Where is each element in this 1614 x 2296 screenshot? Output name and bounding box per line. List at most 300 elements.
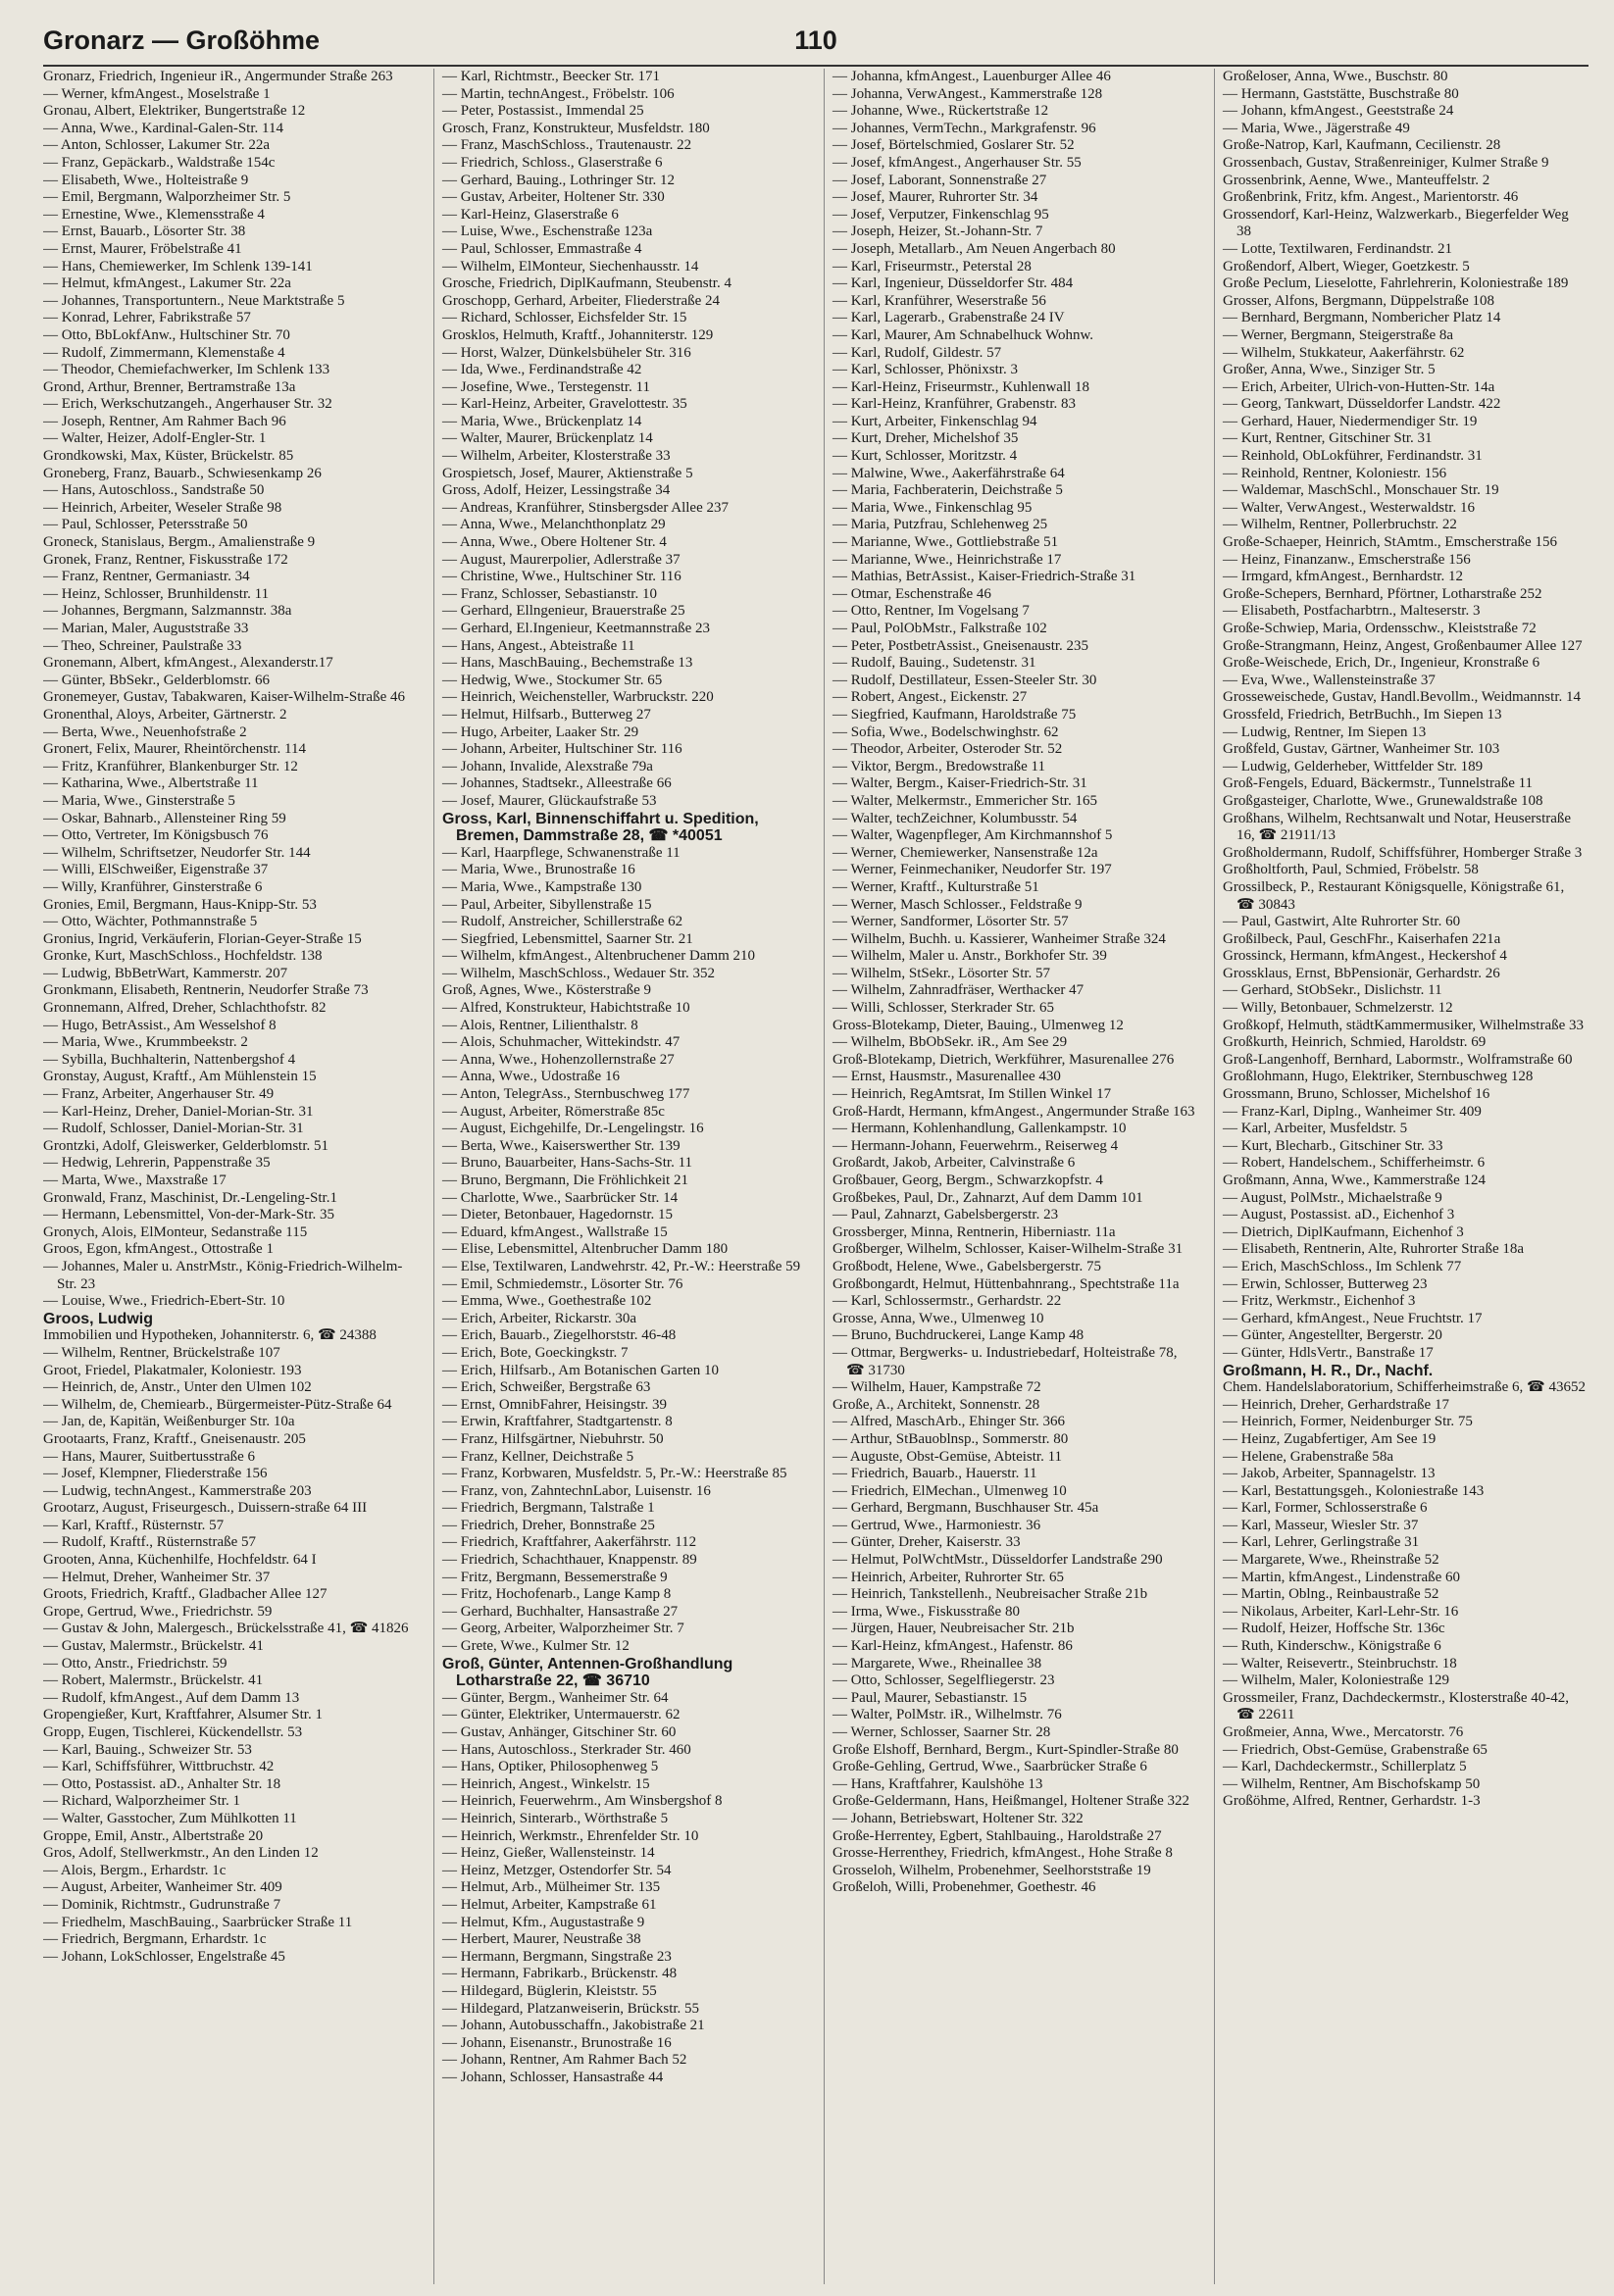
directory-entry: — Bruno, Bauarbeiter, Hans-Sachs-Str. 11 <box>442 1155 693 1172</box>
directory-entry: Gronych, Alois, ElMonteur, Sedanstraße 115 <box>43 1223 308 1240</box>
directory-entry: Großeloser, Anna, Wwe., Buschstr. 80 <box>1223 69 1448 84</box>
directory-entry: — Paul, Arbeiter, Sibyllenstraße 15 <box>442 896 652 913</box>
directory-entry: Groß, Agnes, Wwe., Kösterstraße 9 <box>442 982 652 999</box>
directory-entry: Grossmeiler, Franz, Dachdeckermstr., Klosterstraße 40-42, ☎ 22611 <box>1223 1689 1570 1723</box>
directory-entry: — Richard, Schlosser, Eichsfelder Str. 15 <box>442 310 687 326</box>
directory-entry: Grossenbach, Gustav, Straßenreiniger, Kulmer Straße 9 <box>1223 154 1549 171</box>
directory-entry: — Wilhelm, Arbeiter, Klosterstraße 33 <box>442 448 671 465</box>
directory-entry: Großholdermann, Rudolf, Schiffsführer, Homberger Straße 3 <box>1223 844 1583 861</box>
directory-entry: Gros, Adolf, Stellwerkmstr., An den Linden 12 <box>43 1845 319 1862</box>
directory-entry: — Georg, Arbeiter, Walporzheimer Str. 7 <box>442 1621 684 1637</box>
directory-entry: Grosse, Anna, Wwe., Ulmenweg 10 <box>832 1310 1044 1326</box>
directory-entry: — Hans, Optiker, Philosophenweg 5 <box>442 1759 659 1775</box>
directory-entry: — Günter, Angestellter, Bergerstr. 20 <box>1223 1327 1442 1344</box>
directory-entry: — Marta, Wwe., Maxstraße 17 <box>43 1173 227 1188</box>
directory-entry: — Friedrich, ElMechan., Ulmenweg 10 <box>832 1482 1067 1499</box>
directory-entry: Großkurth, Heinrich, Schmied, Haroldstr. 69 <box>1223 1034 1487 1051</box>
directory-entry: Großenbrink, Fritz, kfm. Angest., Marientorstr. 46 <box>1223 189 1519 206</box>
directory-entry: — Erwin, Kraftfahrer, Stadtgartenstr. 8 <box>442 1414 673 1430</box>
directory-entry: — Andreas, Kranführer, Stinsbergsder Allee 237 <box>442 499 729 516</box>
directory-entry: — Wilhelm, ElMonteur, Siechenhausstr. 14 <box>442 258 699 275</box>
directory-entry: — Paul, Gastwirt, Alte Ruhrorter Str. 60 <box>1223 914 1461 930</box>
directory-entry: — Gertrud, Wwe., Harmoniestr. 36 <box>832 1517 1041 1533</box>
directory-entry: — Christine, Wwe., Hultschiner Str. 116 <box>442 569 681 585</box>
directory-entry: — Irmgard, kfmAngest., Bernhardstr. 12 <box>1223 569 1463 585</box>
header-rule <box>43 65 1589 67</box>
directory-entry: — Heinrich, Former, Neidenburger Str. 75 <box>1223 1414 1473 1430</box>
directory-entry: — Ludwig, Rentner, Im Siepen 13 <box>1223 724 1427 740</box>
directory-entry: Große, A., Architekt, Sonnenstr. 28 <box>832 1396 1040 1413</box>
directory-entry: — Johannes, VermTechn., Markgrafenstr. 96 <box>832 120 1096 136</box>
directory-entry: — Friedrich, Bauarb., Hauerstr. 11 <box>832 1466 1037 1482</box>
directory-entry: Große-Geldermann, Hans, Heißmangel, Holtener Straße 322 <box>832 1793 1190 1810</box>
directory-entry: Gronkmann, Elisabeth, Rentnerin, Neudorfer Straße 73 <box>43 982 369 999</box>
directory-entry: — Josef, Börtelschmied, Goslarer Str. 52 <box>832 137 1075 154</box>
directory-entry: — Otto, Vertreter, Im Königsbusch 76 <box>43 827 269 844</box>
directory-entry: Gronnemann, Alfred, Dreher, Schlachthofstr. 82 <box>43 1000 327 1017</box>
directory-entry: — Martin, kfmAngest., Lindenstraße 60 <box>1223 1569 1461 1585</box>
directory-entry: — Paul, Zahnarzt, Gabelsbergerstr. 23 <box>832 1207 1059 1223</box>
directory-entry: — Maria, Wwe., Finkenschlag 95 <box>832 499 1033 516</box>
directory-entry: — Martin, Oblng., Reinbaustraße 52 <box>1223 1586 1439 1603</box>
directory-entry: — Arthur, StBauoblnsp., Sommerstr. 80 <box>832 1430 1069 1447</box>
directory-entry: Gronemann, Albert, kfmAngest., Alexanderstr.17 <box>43 655 333 672</box>
directory-entry: — Heinrich, Feuerwehrm., Am Winsbergshof 8 <box>442 1793 723 1810</box>
directory-entry: — Malwine, Wwe., Aakerfährstraße 64 <box>832 465 1065 481</box>
directory-entry: — Karl, Richtmstr., Beecker Str. 171 <box>442 69 661 84</box>
directory-entry: Große-Schaeper, Heinrich, StAmtm., Emscherstraße 156 <box>1223 534 1557 551</box>
directory-entry: — Ida, Wwe., Ferdinandstraße 42 <box>442 362 642 378</box>
directory-entry: — Josef, Maurer, Glückaufstraße 53 <box>442 792 657 809</box>
directory-entry: Immobilien und Hypotheken, Johanniterstr. 6, ☎ 24388 <box>43 1327 377 1344</box>
directory-entry: — Helmut, Dreher, Wanheimer Str. 37 <box>43 1569 271 1585</box>
directory-entry: — Theo, Schreiner, Paulstraße 33 <box>43 637 242 654</box>
directory-entry: — Johann, Autobusschaffn., Jakobistraße 21 <box>442 2018 705 2034</box>
directory-entry: — Friedrich, Dreher, Bonnstraße 25 <box>442 1517 655 1533</box>
directory-entry: — Marian, Maler, Auguststraße 33 <box>43 621 249 636</box>
directory-entry: — Karl, Ingenieur, Düsseldorfer Str. 484 <box>832 275 1074 292</box>
directory-entry: — Anna, Wwe., Melanchthonplatz 29 <box>442 517 666 533</box>
directory-entry: — Hugo, Arbeiter, Laaker Str. 29 <box>442 724 639 740</box>
directory-entry: — Alois, Rentner, Lilienthalstr. 8 <box>442 1017 638 1033</box>
directory-entry: Gronwald, Franz, Maschinist, Dr.-Lengeling-Str.1 <box>43 1189 337 1206</box>
directory-entry: — Anna, Wwe., Hohenzollernstraße 27 <box>442 1051 675 1068</box>
directory-entry: Groß, Günter, Antennen-Großhandlung Lotharstraße 22, ☎ 36710 <box>442 1655 733 1690</box>
directory-entry: — Joseph, Heizer, St.-Johann-Str. 7 <box>832 224 1043 240</box>
directory-entry: — Otto, BbLokfAnw., Hultschiner Str. 70 <box>43 326 290 343</box>
directory-entry: Grondkowski, Max, Küster, Brückelstr. 85 <box>43 448 294 465</box>
directory-entry: Grosseweischede, Gustav, Handl.Bevollm., Weidmannstr. 14 <box>1223 689 1581 706</box>
directory-entry: Groos, Egon, kfmAngest., Ottostraße 1 <box>43 1241 274 1258</box>
directory-entry: — Konrad, Lehrer, Fabrikstraße 57 <box>43 310 251 326</box>
directory-entry: Grontzki, Adolf, Gleiswerker, Gelderblomstr. 51 <box>43 1137 329 1154</box>
directory-entry: — Hans, Chemiewerker, Im Schlenk 139-141 <box>43 258 313 275</box>
directory-entry: — Heinz, Finanzanw., Emscherstraße 156 <box>1223 551 1471 568</box>
directory-entry: Großmann, Anna, Wwe., Kammerstraße 124 <box>1223 1173 1486 1188</box>
directory-entry: Gronau, Albert, Elektriker, Bungertstraße 12 <box>43 103 306 120</box>
directory-entry: — Eva, Wwe., Wallensteinstraße 37 <box>1223 672 1436 688</box>
directory-entry: Grossmann, Bruno, Schlosser, Michelshof 16 <box>1223 1086 1490 1103</box>
directory-entry: — Johannes, Transportuntern., Neue Marktstraße 5 <box>43 292 345 309</box>
directory-entry: — Rudolf, Zimmermann, Klemenstaße 4 <box>43 344 285 361</box>
directory-entry: — Gerhard, Bergmann, Buschhauser Str. 45a <box>832 1500 1099 1517</box>
directory-entry: — Elise, Lebensmittel, Altenbrucher Damm 180 <box>442 1241 729 1258</box>
directory-entry: — Martin, technAngest., Fröbelstr. 106 <box>442 85 675 102</box>
directory-entry: Grossilbeck, P., Restaurant Königsquelle, Königstraße 61, ☎ 30843 <box>1223 878 1565 913</box>
directory-entry: — Wilhelm, Schriftsetzer, Neudorfer Str. 144 <box>43 844 311 861</box>
directory-entry: — Ernst, OmnibFahrer, Heisingstr. 39 <box>442 1396 667 1413</box>
directory-entry: — Ludwig, technAngest., Kammerstraße 203 <box>43 1482 312 1499</box>
directory-entry: — Friedrich, Bergmann, Talstraße 1 <box>442 1500 655 1517</box>
directory-entry: — Walter, techZeichner, Kolumbusstr. 54 <box>832 810 1078 826</box>
directory-entry: Gross, Karl, Binnenschiffahrt u. Spedition, Bremen, Dammstraße 28, ☎ *40051 <box>442 810 759 845</box>
directory-entry: — Karl, Schlossermstr., Gerhardstr. 22 <box>832 1293 1062 1310</box>
directory-entry: — Helmut, Hilfsarb., Butterweg 27 <box>442 706 651 723</box>
directory-entry: — Heinz, Schlosser, Brunhildenstr. 11 <box>43 585 270 602</box>
directory-entry: — Fritz, Hochofenarb., Lange Kamp 8 <box>442 1586 672 1603</box>
directory-entry: — Erich, Schweißer, Bergstraße 63 <box>442 1379 651 1396</box>
directory-entry: — Gerhard, Buchhalter, Hansastraße 27 <box>442 1603 679 1620</box>
directory-entry: — Anna, Wwe., Obere Holtener Str. 4 <box>442 534 667 551</box>
page-header <box>43 18 1589 67</box>
directory-entry: — Anna, Wwe., Udostraße 16 <box>442 1069 620 1085</box>
directory-entry: — Kurt, Arbeiter, Finkenschlag 94 <box>832 413 1037 429</box>
directory-entry: — Hedwig, Wwe., Stockumer Str. 65 <box>442 672 663 688</box>
directory-entry: Grospietsch, Josef, Maurer, Aktienstraße 5 <box>442 465 693 481</box>
directory-entry: — Johann, Arbeiter, Hultschiner Str. 116 <box>442 741 682 758</box>
directory-entry: — Karl, Kranführer, Weserstraße 56 <box>832 292 1046 309</box>
directory-entry: — Reinhold, ObLokführer, Ferdinandstr. 31 <box>1223 448 1483 465</box>
directory-entry: Groß-Blotekamp, Dietrich, Werkführer, Masurenallee 276 <box>832 1051 1175 1068</box>
directory-entry: — Heinrich, Sinterarb., Wörthstraße 5 <box>442 1810 669 1826</box>
directory-entry: — Franz, Korbwaren, Musfeldstr. 5, Pr.-W.: Heerstraße 85 <box>442 1466 787 1482</box>
directory-entry: — Wilhelm, kfmAngest., Altenbruchener Damm 210 <box>442 948 756 965</box>
directory-entry: — Werner, Feinmechaniker, Neudorfer Str. 197 <box>832 862 1112 878</box>
directory-entry: — Walter, Melkermstr., Emmericher Str. 165 <box>832 792 1097 809</box>
directory-entry: — Dietrich, DiplKaufmann, Eichenhof 3 <box>1223 1223 1464 1240</box>
directory-entry: Grond, Arthur, Brenner, Bertramstraße 13a <box>43 378 296 395</box>
directory-entry: Große Elshoff, Bernhard, Bergm., Kurt-Spindler-Straße 80 <box>832 1741 1179 1758</box>
directory-entry: — Fritz, Werkmstr., Eichenhof 3 <box>1223 1293 1416 1310</box>
directory-entry: — Johann, Betriebswart, Holtener Str. 322 <box>832 1810 1084 1826</box>
directory-entry: — Hans, Autoschloss., Sandstraße 50 <box>43 482 265 499</box>
directory-entry: — Helmut, Arbeiter, Kampstraße 61 <box>442 1896 657 1913</box>
directory-entry: Grosch, Franz, Konstrukteur, Musfeldstr. 180 <box>442 120 710 136</box>
directory-entry: — Elisabeth, Wwe., Holteistraße 9 <box>43 172 249 188</box>
directory-entry: Grootarz, August, Friseurgesch., Duissern-straße 64 III <box>43 1500 368 1517</box>
directory-entry: — Franz, Schlosser, Sebastianstr. 10 <box>442 585 657 602</box>
directory-entry: — Marianne, Wwe., Gottliebstraße 51 <box>832 534 1059 551</box>
directory-entry: Großgasteiger, Charlotte, Wwe., Grunewaldstraße 108 <box>1223 792 1543 809</box>
directory-entry: — Werner, Schlosser, Saarner Str. 28 <box>832 1724 1051 1740</box>
directory-entry: — Hugo, BetrAssist., Am Wesselshof 8 <box>43 1017 277 1033</box>
directory-entry: Grosser, Alfons, Bergmann, Düppelstraße 108 <box>1223 292 1494 309</box>
directory-entry: Großbekes, Paul, Dr., Zahnarzt, Auf dem Damm 101 <box>832 1189 1143 1206</box>
directory-entry: — Wilhelm, Maler, Koloniestraße 129 <box>1223 1672 1449 1689</box>
directory-entry: Großeloh, Willi, Probenehmer, Goethestr. 46 <box>832 1879 1096 1896</box>
directory-entry: Große-Weischede, Erich, Dr., Ingenieur, Kronstraße 6 <box>1223 655 1540 672</box>
directory-entry: — Siegfried, Lebensmittel, Saarner Str. 21 <box>442 930 693 947</box>
directory-entry: — Johann, kfmAngest., Geeststraße 24 <box>1223 103 1454 120</box>
directory-entry: Groos, Ludwig <box>43 1310 153 1327</box>
directory-entry: — Karl, Maurer, Am Schnabelhuck Wohnw. <box>832 326 1094 343</box>
directory-entry: — Heinrich, Tankstellenh., Neubreisacher Straße 21b <box>832 1586 1148 1603</box>
directory-entry: — Erich, Bauarb., Ziegelhorststr. 46-48 <box>442 1327 677 1344</box>
directory-entry: — Hermann, Kohlenhandlung, Gallenkampstr. 10 <box>832 1121 1127 1137</box>
directory-entry: — Günter, Elektriker, Untermauerstr. 62 <box>442 1707 681 1723</box>
directory-entry: — Eduard, kfmAngest., Wallstraße 15 <box>442 1223 668 1240</box>
directory-entry: — Hedwig, Lehrerin, Pappenstraße 35 <box>43 1155 271 1172</box>
directory-entry: Gronies, Emil, Bergmann, Haus-Knipp-Str. 53 <box>43 896 317 913</box>
directory-entry: — Gustav, Malermstr., Brückelstr. 41 <box>43 1638 264 1655</box>
directory-entry: — Heinrich, Dreher, Gerhardstraße 17 <box>1223 1396 1449 1413</box>
directory-entry: — Otto, Rentner, Im Vogelsang 7 <box>832 603 1030 620</box>
directory-entry: — Ernst, Hausmstr., Masurenallee 430 <box>832 1069 1061 1085</box>
directory-entry: — Johanne, Wwe., Rückertstraße 12 <box>832 103 1049 120</box>
directory-entry: — Theodor, Arbeiter, Osteroder Str. 52 <box>832 741 1063 758</box>
directory-entry: — Heinz, Gießer, Wallensteinstr. 14 <box>442 1845 655 1862</box>
directory-entry: — Siegfried, Kaufmann, Haroldstraße 75 <box>832 706 1077 723</box>
directory-entry: Große-Herrentey, Egbert, Stahlbauing., Haroldstraße 27 <box>832 1827 1162 1844</box>
directory-entry: — Hans, Kraftfahrer, Kaulshöhe 13 <box>832 1775 1043 1792</box>
directory-entry: — Günter, Dreher, Kaiserstr. 33 <box>832 1534 1021 1551</box>
directory-entry: — Hans, Maurer, Suitbertusstraße 6 <box>43 1448 256 1465</box>
directory-entry: — Karl-Heinz, kfmAngest., Hafenstr. 86 <box>832 1638 1073 1655</box>
directory-entry: — Walter, Wagenpfleger, Am Kirchmannshof 5 <box>832 827 1113 844</box>
directory-entry: — Karl, Arbeiter, Musfeldstr. 5 <box>1223 1121 1408 1137</box>
directory-entry: — Josefine, Wwe., Terstegenstr. 11 <box>442 378 650 395</box>
directory-entry: Chem. Handelslaboratorium, Schifferheimstraße 6, ☎ 43652 <box>1223 1379 1586 1396</box>
column-1 <box>43 69 416 2284</box>
directory-entry: — Johanna, VerwAngest., Kammerstraße 128 <box>832 85 1103 102</box>
directory-entry: — Hans, Autoschloss., Sterkrader Str. 460 <box>442 1741 691 1758</box>
directory-entry: — Walter, Gasstocher, Zum Mühlkotten 11 <box>43 1810 297 1826</box>
directory-entry: — Richard, Walporzheimer Str. 1 <box>43 1793 240 1810</box>
directory-entry: Groot, Friedel, Plakatmaler, Koloniestr. 193 <box>43 1362 302 1378</box>
directory-entry: Grosklos, Helmuth, Kraftf., Johanniterstr. 129 <box>442 326 714 343</box>
directory-entry: — Heinrich, Weichensteller, Warbruckstr. 220 <box>442 689 714 706</box>
directory-entry: — Gerhard, El.Ingenieur, Keetmannstraße 23 <box>442 621 711 636</box>
directory-entry: — Robert, Handelschem., Schifferheimstr. 6 <box>1223 1155 1486 1172</box>
directory-entry: — Gerhard, Bauing., Lothringer Str. 12 <box>442 172 676 188</box>
directory-entry: — Walter, PolMstr. iR., Wilhelmstr. 76 <box>832 1707 1062 1723</box>
directory-entry: — Josef, kfmAngest., Angerhauser Str. 55 <box>832 154 1082 171</box>
directory-entry: — Karl, Masseur, Wiesler Str. 37 <box>1223 1517 1419 1533</box>
directory-entry: Groß-Langenhoff, Bernhard, Labormstr., Wolframstraße 60 <box>1223 1051 1573 1068</box>
directory-entry: — Werner, Masch Schlosser., Feldstraße 9 <box>832 896 1083 913</box>
directory-entry: — Dominik, Richtmstr., Gudrunstraße 7 <box>43 1896 281 1913</box>
directory-entry: Großbodt, Helene, Wwe., Gabelsbergerstr. 75 <box>832 1258 1101 1274</box>
directory-entry: Gross, Adolf, Heizer, Lessingstraße 34 <box>442 482 671 499</box>
directory-entry: — Hermann, Bergmann, Singstraße 23 <box>442 1948 672 1965</box>
directory-entry: — Heinrich, Angest., Winkelstr. 15 <box>442 1775 650 1792</box>
directory-entry: — Johann, Rentner, Am Rahmer Bach 52 <box>442 2052 687 2069</box>
directory-entry: — Wilhelm, Stukkateur, Aakerfährstr. 62 <box>1223 344 1465 361</box>
directory-entry: — Elisabeth, Rentnerin, Alte, Ruhrorter Straße 18a <box>1223 1241 1525 1258</box>
directory-entry: — Ottmar, Bergwerks- u. Industriebedarf, Holteistraße 78, ☎ 31730 <box>832 1344 1178 1378</box>
directory-entry: — Willy, Kranführer, Ginsterstraße 6 <box>43 878 263 895</box>
directory-entry: — Walter, Heizer, Adolf-Engler-Str. 1 <box>43 430 267 447</box>
directory-entry: — Ernestine, Wwe., Klemensstraße 4 <box>43 206 265 223</box>
directory-entry: — Karl-Heinz, Friseurmstr., Kuhlenwall 18 <box>832 378 1090 395</box>
directory-entry: — Rudolf, Kraftf., Rüsternstraße 57 <box>43 1534 257 1551</box>
directory-entry: — August, Arbeiter, Wanheimer Str. 409 <box>43 1879 282 1896</box>
directory-entry: — Karl, Former, Schlosserstraße 6 <box>1223 1500 1428 1517</box>
directory-entry: Große-Strangmann, Heinz, Angest, Großenbaumer Allee 127 <box>1223 637 1583 654</box>
directory-entry: — Wilhelm, Rentner, Am Bischofskamp 50 <box>1223 1775 1481 1792</box>
directory-entry: — Hildegard, Büglerin, Kleiststr. 55 <box>442 1982 657 1999</box>
directory-entry: — Hermann, Gaststätte, Buschstraße 80 <box>1223 85 1459 102</box>
directory-entry: — Margarete, Wwe., Rheinallee 38 <box>832 1655 1042 1672</box>
directory-entry: — Rudolf, Anstreicher, Schillerstraße 62 <box>442 914 683 930</box>
directory-entry: — Werner, Chemiewerker, Nansenstraße 12a <box>832 844 1098 861</box>
directory-entry: — Oskar, Bahnarb., Allensteiner Ring 59 <box>43 810 286 826</box>
directory-entry: — August, Maurerpolier, Adlerstraße 37 <box>442 551 681 568</box>
directory-entry: Großardt, Jakob, Arbeiter, Calvinstraße 6 <box>832 1155 1076 1172</box>
directory-entry: — Wilhelm, BbObSekr. iR., Am See 29 <box>832 1034 1068 1051</box>
directory-entry: — Rudolf, Heizer, Hoffsche Str. 136c <box>1223 1621 1445 1637</box>
directory-entry: — Rudolf, kfmAngest., Auf dem Damm 13 <box>43 1689 300 1706</box>
directory-entry: Grootaarts, Franz, Kraftf., Gneisenaustr. 205 <box>43 1430 306 1447</box>
directory-entry: — Reinhold, Rentner, Koloniestr. 156 <box>1223 465 1447 481</box>
directory-entry: — Erich, Arbeiter, Ulrich-von-Hutten-Str. 14a <box>1223 378 1495 395</box>
directory-entry: — Emil, Bergmann, Walporzheimer Str. 5 <box>43 189 291 206</box>
directory-entry: Gronert, Felix, Maurer, Rheintörchenstr. 114 <box>43 741 306 758</box>
directory-entry: Großer, Anna, Wwe., Sinziger Str. 5 <box>1223 362 1436 378</box>
directory-entry: — Franz, Kellner, Deichstraße 5 <box>442 1448 634 1465</box>
directory-entry: — Heinrich, Arbeiter, Ruhrorter Str. 65 <box>832 1569 1065 1585</box>
directory-entry: — Karl, Lehrer, Gerlingstraße 31 <box>1223 1534 1420 1551</box>
directory-entry: — Johann, LokSchlosser, Engelstraße 45 <box>43 1948 285 1965</box>
directory-entry: — Walter, Bergm., Kaiser-Friedrich-Str. 31 <box>832 775 1087 792</box>
directory-entry: — Sofia, Wwe., Bodelschwinghstr. 62 <box>832 724 1059 740</box>
directory-entry: — Louise, Wwe., Friedrich-Ebert-Str. 10 <box>43 1293 285 1310</box>
directory-entry: — Günter, BbSekr., Gelderblomstr. 66 <box>43 672 271 688</box>
directory-entry: — Fritz, Bergmann, Bessemerstraße 9 <box>442 1569 668 1585</box>
directory-entry: — Bruno, Buchdruckerei, Lange Kamp 48 <box>832 1327 1084 1344</box>
directory-entry: — Dieter, Betonbauer, Hagedornstr. 15 <box>442 1207 673 1223</box>
directory-entry: Grosche, Friedrich, DiplKaufmann, Steubenstr. 4 <box>442 275 731 292</box>
directory-entry: — Wilhelm, de, Chemiearb., Bürgermeister-Pütz-Straße 64 <box>43 1396 392 1413</box>
directory-entry: — Anton, Schlosser, Lakumer Str. 22a <box>43 137 271 154</box>
running-head: Gronarz — Großöhme <box>43 25 321 55</box>
directory-entry: — August, Postassist. aD., Eichenhof 3 <box>1223 1207 1455 1223</box>
directory-entry: — Friedhelm, MaschBauing., Saarbrücker Straße 11 <box>43 1914 353 1930</box>
directory-entry: — Maria, Fachberaterin, Deichstraße 5 <box>832 482 1063 499</box>
directory-entry: — Karl, Bestattungsgeh., Koloniestraße 143 <box>1223 1482 1485 1499</box>
directory-entry: — Heinrich, de, Anstr., Unter den Ulmen 102 <box>43 1379 312 1396</box>
directory-entry: — Walter, Reisevertr., Steinbruchstr. 18 <box>1223 1655 1457 1672</box>
directory-entry: — Heinz, Metzger, Ostendorfer Str. 54 <box>442 1862 672 1878</box>
directory-entry: Großholtforth, Paul, Schmied, Fröbelstr. 58 <box>1223 862 1479 878</box>
directory-entry: — Willi, Schlosser, Sterkrader Str. 65 <box>832 1000 1054 1017</box>
directory-entry: Grossendorf, Karl-Heinz, Walzwerkarb., Biegerfelder Weg 38 <box>1223 206 1569 240</box>
directory-entry: — Herbert, Maurer, Neustraße 38 <box>442 1931 641 1948</box>
directory-entry: — Ludwig, BbBetrWart, Kammerstr. 207 <box>43 965 288 981</box>
directory-entry: — Berta, Wwe., Neuenhofstraße 2 <box>43 724 247 740</box>
directory-entry: — Karl-Heinz, Dreher, Daniel-Morian-Str. 31 <box>43 1103 314 1120</box>
directory-entry: — Hans, Angest., Abteistraße 11 <box>442 637 635 654</box>
directory-entry: — Bruno, Bergmann, Die Fröhlichkeit 21 <box>442 1173 688 1188</box>
directory-entry: Große-Natrop, Karl, Kaufmann, Cecilienstr. 28 <box>1223 137 1501 154</box>
directory-entry: — Josef, Laborant, Sonnenstraße 27 <box>832 172 1047 188</box>
directory-entry: — Karl, Schiffsführer, Wittbruchstr. 42 <box>43 1759 275 1775</box>
directory-entry: — Bernhard, Bergmann, Nombericher Platz 14 <box>1223 310 1501 326</box>
directory-entry: Großmeier, Anna, Wwe., Mercatorstr. 76 <box>1223 1724 1464 1740</box>
directory-entry: — Johann, Invalide, Alexstraße 79a <box>442 758 653 774</box>
directory-entry: — Josef, Maurer, Ruhrorter Str. 34 <box>832 189 1038 206</box>
directory-entry: — Wilhelm, Rentner, Brückelstraße 107 <box>43 1344 280 1361</box>
directory-entry: — Robert, Angest., Eickenstr. 27 <box>832 689 1028 706</box>
directory-entry: — Paul, PolObMstr., Falkstraße 102 <box>832 621 1047 636</box>
directory-entry: — Erich, Arbeiter, Rickarstr. 30a <box>442 1310 637 1326</box>
directory-entry: — Rudolf, Schlosser, Daniel-Morian-Str. 31 <box>43 1121 304 1137</box>
directory-entry: Groschopp, Gerhard, Arbeiter, Fliederstraße 24 <box>442 292 721 309</box>
directory-entry: — Gerhard, Hauer, Niedermendiger Str. 19 <box>1223 413 1478 429</box>
directory-entry: Großbauer, Georg, Bergm., Schwarzkopfstr. 4 <box>832 1173 1103 1188</box>
directory-entry: — August, PolMstr., Michaelstraße 9 <box>1223 1189 1442 1206</box>
directory-entry: — Alfred, Konstrukteur, Habichtstraße 10 <box>442 1000 690 1017</box>
directory-entry: Groots, Friedrich, Kraftf., Gladbacher Allee 127 <box>43 1586 328 1603</box>
directory-entry: — Else, Textilwaren, Landwehrstr. 42, Pr.-W.: Heerstraße 59 <box>442 1258 801 1274</box>
directory-entry: Große-Schwiep, Maria, Ordensschw., Kleiststraße 72 <box>1223 621 1537 636</box>
directory-entry: — Emma, Wwe., Goethestraße 102 <box>442 1293 652 1310</box>
directory-entry: — Joseph, Rentner, Am Rahmer Bach 96 <box>43 413 286 429</box>
directory-entry: — Paul, Schlosser, Emmastraße 4 <box>442 240 642 257</box>
directory-entry: Großilbeck, Paul, GeschFhr., Kaiserhafen 221a <box>1223 930 1501 947</box>
directory-entry: — Maria, Putzfrau, Schlehenweg 25 <box>832 517 1048 533</box>
directory-entry: — Hans, MaschBauing., Bechemstraße 13 <box>442 655 693 672</box>
directory-entry: — Kurt, Blecharb., Gitschiner Str. 33 <box>1223 1137 1443 1154</box>
directory-entry: — Walter, Maurer, Brückenplatz 14 <box>442 430 653 447</box>
directory-entry: Grosse-Herrenthey, Friedrich, kfmAngest., Hohe Straße 8 <box>832 1845 1173 1862</box>
directory-entry: Grossklaus, Ernst, BbPensionär, Gerhardstr. 26 <box>1223 965 1500 981</box>
directory-entry: — Gustav & John, Malergesch., Brückelsstraße 41, ☎ 41826 <box>43 1621 409 1637</box>
directory-entry: — Günter, HdlsVertr., Banstraße 17 <box>1223 1344 1434 1361</box>
directory-entry: Grooten, Anna, Küchenhilfe, Hochfeldstr. 64 I <box>43 1552 317 1569</box>
directory-entry: — Margarete, Wwe., Rheinstraße 52 <box>1223 1552 1439 1569</box>
directory-entry: — Werner, Sandformer, Lösorter Str. 57 <box>832 914 1069 930</box>
directory-entry: — Willi, ElSchweißer, Eigenstraße 37 <box>43 862 269 878</box>
directory-entry: Große-Schepers, Bernhard, Pförtner, Lotharstraße 252 <box>1223 585 1542 602</box>
directory-entry: — Gerhard, kfmAngest., Neue Fruchtstr. 17 <box>1223 1310 1483 1326</box>
directory-entry: — Helmut, Arb., Mülheimer Str. 135 <box>442 1879 661 1896</box>
directory-entry: — Joseph, Metallarb., Am Neuen Angerbach 80 <box>832 240 1116 257</box>
directory-entry: — Theodor, Chemiefachwerker, Im Schlenk 133 <box>43 362 330 378</box>
directory-entry: — Sybilla, Buchhalterin, Nattenbergshof 4 <box>43 1051 296 1068</box>
directory-entry: — Jürgen, Hauer, Neubreisacher Str. 21b <box>832 1621 1075 1637</box>
column-4 <box>1214 69 1588 2284</box>
directory-entry: Großmann, H. R., Dr., Nachf. <box>1223 1362 1434 1379</box>
directory-entry: — August, Arbeiter, Römerstraße 85c <box>442 1103 665 1120</box>
directory-entry: — Gerhard, Ellngenieur, Brauerstraße 25 <box>442 603 685 620</box>
directory-entry: — Erich, Bote, Goeckingkstr. 7 <box>442 1344 629 1361</box>
directory-entry: — Erwin, Schlosser, Butterweg 23 <box>1223 1275 1428 1292</box>
directory-entry: Grope, Gertrud, Wwe., Friedrichstr. 59 <box>43 1603 273 1620</box>
directory-entry: — Heinrich, Werkmstr., Ehrenfelder Str. 10 <box>442 1827 699 1844</box>
directory-entry: Gronemeyer, Gustav, Tabakwaren, Kaiser-Wilhelm-Straße 46 <box>43 689 405 706</box>
directory-entry: — Elisabeth, Postfacharbtrn., Malteserstr. 3 <box>1223 603 1481 620</box>
directory-entry: — Otmar, Eschenstraße 46 <box>832 585 991 602</box>
directory-entry: — Franz, MaschSchloss., Trautenaustr. 22 <box>442 137 692 154</box>
directory-entry: — Alfred, MaschArb., Ehinger Str. 366 <box>832 1414 1066 1430</box>
directory-entry: Grossberger, Minna, Rentnerin, Hiberniastr. 11a <box>832 1223 1116 1240</box>
directory-entry: — Wilhelm, Rentner, Pollerbruchstr. 22 <box>1223 517 1457 533</box>
directory-entry: — Franz, Rentner, Germaniastr. 34 <box>43 569 250 585</box>
directory-entry: Groß-Hardt, Hermann, kfmAngest., Angermunder Straße 163 <box>832 1103 1195 1120</box>
directory-entry: — Otto, Anstr., Friedrichstr. 59 <box>43 1655 227 1672</box>
directory-entry: Grossfeld, Friedrich, BetrBuchh., Im Siepen 13 <box>1223 706 1502 723</box>
